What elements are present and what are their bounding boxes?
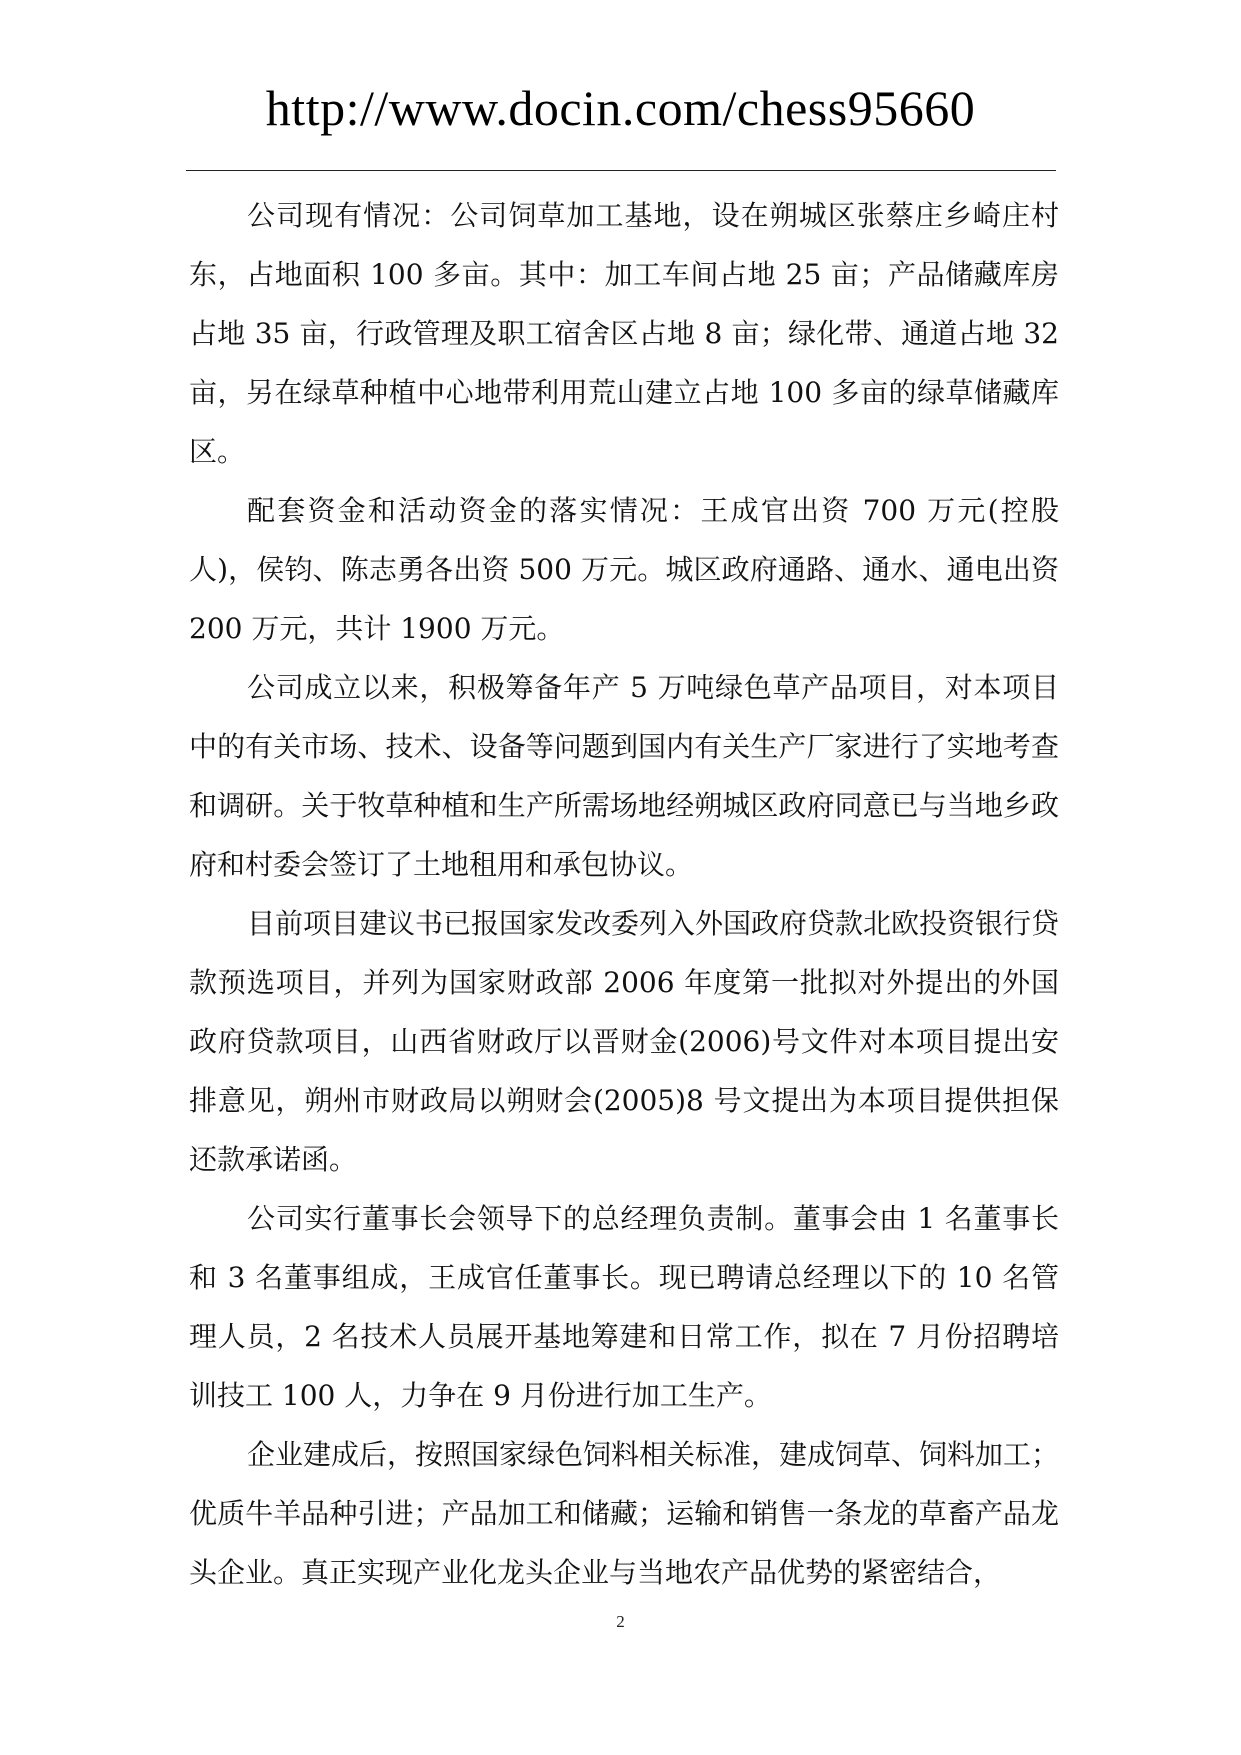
page-number: 2	[616, 1612, 625, 1631]
header-url: http://www.docin.com/chess95660	[265, 80, 976, 136]
paragraph-preparation: 公司成立以来，积极筹备年产 5 万吨绿色草产品项目，对本项目中的有关市场、技术、设备等问题到国内有关生产厂家进行了实地考查和调研。关于牧草种植和生产所需场地经朔城区政府同意已与当地乡政府和村委会签订了土地租用和承包协议。	[189, 671, 1059, 881]
paragraph-funding: 配套资金和活动资金的落实情况：王成官出资 700 万元(控股人)，侯钧、陈志勇各出资 500 万元。城区政府通路、通水、通电出资 200 万元，共计 1900 万元。	[189, 494, 1059, 645]
paragraph-project-proposal: 目前项目建议书已报国家发改委列入外国政府贷款北欧投资银行贷款预选项目，并列为国家财政部 2006 年度第一批拟对外提出的外国政府贷款项目，山西省财政厅以晋财金(2006)号文件对本项目提出安排意见，朔州市财政局以朔财会(2005)8 号文提出为本项目提供担保还款承诺函。	[189, 907, 1060, 1176]
paragraph-company-status: 公司现有情况：公司饲草加工基地，设在朔城区张蔡庄乡崎庄村东，占地面积 100 多亩。其中：加工车间占地 25 亩；产品储藏库房占地 35 亩，行政管理及职工宿舍区占地 8 亩；绿化带、通道占地 32 亩，另在绿草种植中心地带利用荒山建立占地 100 多亩的绿草储藏库区。	[189, 199, 1059, 468]
document-body	[189, 186, 1059, 1602]
paragraph-enterprise-plan: 企业建成后，按照国家绿色饲料相关标准，建成饲草、饲料加工；优质牛羊品种引进；产品加工和储藏；运输和销售一条龙的草畜产品龙头企业。真正实现产业化龙头企业与当地农产品优势的紧密结合，	[189, 1438, 1060, 1589]
paragraph-management: 公司实行董事长会领导下的总经理负责制。董事会由 1 名董事长和 3 名董事组成，王成官任董事长。现已聘请总经理以下的 10 名管理人员，2 名技术人员展开基地筹建和日常工作，拟在 7 月份招聘培训技工 100 人，力争在 9 月份进行加工生产。	[189, 1202, 1059, 1412]
header-divider	[186, 170, 1056, 171]
